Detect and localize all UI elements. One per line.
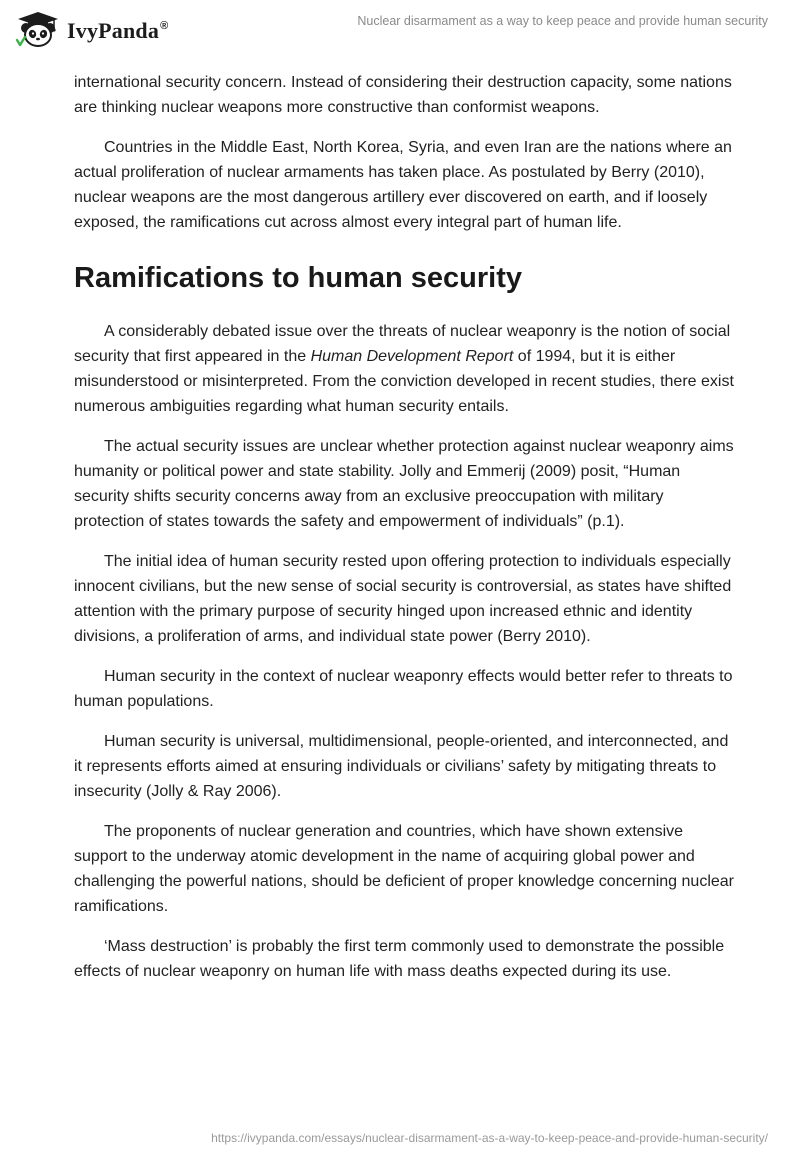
paragraph: The proponents of nuclear generation and countries, which have shown extensive support to the underway atomic development in the name of acquiring global power and challenging the powerful nations, should be deficient of proper knowledge concerning nuclear ramifications.: [74, 823, 734, 915]
brand-name: [67, 18, 168, 44]
paragraph: Human security in the context of nuclear weaponry effects would better refer to threats to human populations.: [74, 668, 733, 710]
essay-content: [74, 70, 734, 999]
registered-mark: ®: [160, 20, 169, 32]
panda-graduate-icon: [14, 10, 62, 48]
paragraph: The initial idea of human security rested upon offering protection to individuals especially innocent civilians, but the new sense of social security is controversial, as states have shifted attention with the primary purpose of security hinged upon increased ethnic and identity divisions, a proliferation of arms, and individual state power (Berry 2010).: [74, 553, 732, 645]
paragraph-text: A considerably debated issue over the threats of nuclear weaponry is the notion of social security that first appeared in the: [74, 323, 731, 365]
paragraph-continued: international security concern. Instead of considering their destruction capacity, some nations are thinking nuclear weapons more constructive than conformist weapons.: [74, 74, 732, 116]
ivypanda-logo[interactable]: [14, 10, 168, 48]
document-title: Nuclear disarmament as a way to keep peace and provide human security: [357, 14, 768, 28]
paragraph: The actual security issues are unclear whether protection against nuclear weaponry aims humanity or political power and state stability. Jolly and Emmerij (2009) posit, “Human security shifts security concerns away from an exclusive preoccupation with military protection of states towards the safety and empowerment of individuals” (p.1).: [74, 438, 734, 530]
brand-name-text: IvyPanda: [67, 18, 160, 43]
section-heading: Ramifications to human security: [74, 262, 522, 294]
paragraph: [74, 319, 734, 419]
paragraph: Countries in the Middle East, North Korea, Syria, and even Iran are the nations where an actual proliferation of nuclear armaments has taken place. As postulated by Berry (2010), nuclear weapons are the most dangerous artillery ever discovered on earth, and if loosely exposed, the ramifications cut across almost every integral part of human life.: [74, 139, 732, 231]
report-title-italic: Human Development Report: [310, 348, 514, 365]
source-url[interactable]: https://ivypanda.com/essays/nuclear-disarmament-as-a-way-to-keep-peace-and-provide-human-security/: [211, 1131, 768, 1145]
paragraph: ‘Mass destruction’ is probably the first term commonly used to demonstrate the possible effects of nuclear weaponry on human life with mass deaths expected during its use.: [74, 938, 725, 980]
page-header: [0, 0, 800, 60]
paragraph: Human security is universal, multidimensional, people-oriented, and interconnected, and it represents efforts aimed at ensuring individuals or civilians’ safety by mitigating threats to insecurity (Jolly & Ray 2006).: [74, 733, 729, 800]
paragraph-text: of 1994, but it is either misunderstood or misinterpreted. From the conviction developed in recent studies, there exist numerous ambiguities regarding what human security entails.: [74, 348, 734, 415]
